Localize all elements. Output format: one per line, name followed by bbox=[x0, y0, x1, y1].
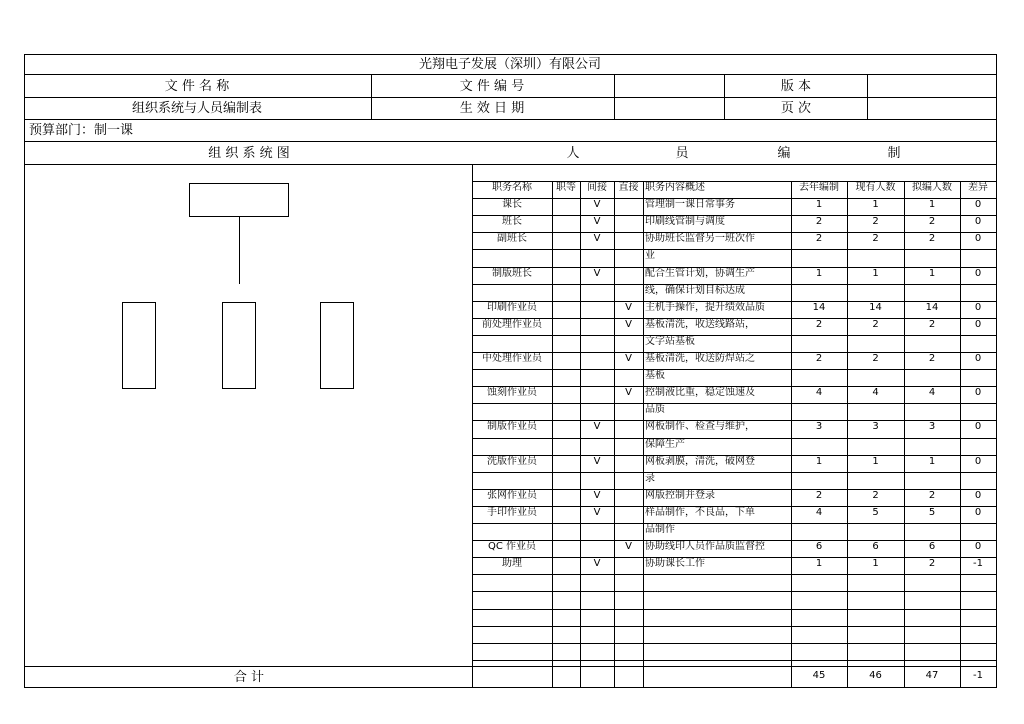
cell-last-year: 1 bbox=[815, 455, 823, 467]
cell-difference: 0 bbox=[974, 301, 982, 313]
row-rule bbox=[472, 403, 996, 404]
staffing-title-char-3: 编 bbox=[777, 146, 791, 161]
column-rule bbox=[580, 181, 581, 687]
cell-proposed: 2 bbox=[928, 558, 936, 570]
doc-name-value: 组织系统与人员编制表 bbox=[131, 101, 263, 116]
company-name: 光翔电子发展（深圳）有限公司 bbox=[418, 57, 602, 72]
row-rule bbox=[472, 438, 996, 439]
column-header: 职等 bbox=[556, 182, 576, 193]
column-rule bbox=[643, 181, 644, 687]
cell-indirect: V bbox=[593, 506, 601, 518]
cell-difference: 0 bbox=[974, 541, 982, 553]
cell-difference: 0 bbox=[974, 267, 982, 279]
cell-last-year: 2 bbox=[815, 233, 823, 245]
cell-proposed: 6 bbox=[928, 541, 936, 553]
cell-title: 课长 bbox=[502, 199, 522, 211]
row-rule bbox=[472, 335, 996, 336]
effective-date-label: 生 效 日 期 bbox=[459, 101, 525, 116]
cell-description: 业 bbox=[645, 250, 655, 262]
column-rule bbox=[847, 181, 848, 687]
cell-indirect: V bbox=[593, 421, 601, 433]
cell-description: 管理制一课日常事务 bbox=[645, 199, 735, 211]
column-header: 现有人数 bbox=[855, 182, 896, 193]
doc-no-label: 文 件 编 号 bbox=[459, 79, 525, 94]
cell-description: 印刷线管制与调度 bbox=[645, 216, 725, 228]
cell-direct: V bbox=[625, 301, 632, 313]
cell-direct: V bbox=[625, 353, 632, 364]
org-box-right bbox=[320, 302, 354, 389]
cell-direct: V bbox=[625, 541, 632, 553]
cell-difference: 0 bbox=[974, 506, 982, 518]
cell-proposed: 3 bbox=[928, 421, 936, 433]
staffing-form bbox=[24, 54, 997, 688]
org-connector bbox=[239, 217, 240, 284]
row-rule bbox=[472, 643, 996, 644]
cell-proposed: 4 bbox=[928, 387, 936, 399]
cell-last-year: 6 bbox=[815, 541, 823, 553]
header-rule-4 bbox=[24, 141, 997, 142]
column-header: 去年编制 bbox=[799, 182, 839, 193]
cell-proposed: 2 bbox=[928, 216, 936, 228]
cell-indirect: V bbox=[593, 489, 601, 501]
header-rule-3 bbox=[24, 119, 997, 120]
header-rule-1 bbox=[24, 74, 997, 75]
header-sep-d bbox=[867, 74, 868, 120]
cell-last-year: 2 bbox=[815, 489, 823, 501]
column-rule bbox=[904, 181, 905, 687]
cell-difference: 0 bbox=[974, 421, 982, 433]
cell-indirect: V bbox=[593, 558, 601, 570]
budget-dept: 预算部门：制一课 bbox=[29, 123, 134, 138]
row-rule bbox=[472, 574, 996, 575]
totals-label: 合 计 bbox=[233, 670, 265, 685]
column-rule bbox=[614, 181, 615, 687]
cell-description: 文字站基板 bbox=[645, 335, 695, 347]
row-rule bbox=[472, 472, 996, 473]
cell-title: 中处理作业员 bbox=[482, 353, 542, 364]
cell-current: 1 bbox=[872, 558, 879, 570]
cell-proposed: 2 bbox=[928, 233, 936, 245]
cell-difference: 0 bbox=[974, 318, 982, 330]
totals-rule bbox=[24, 666, 997, 667]
cell-last-year: 1 bbox=[815, 199, 823, 211]
column-header: 职务名称 bbox=[492, 182, 532, 193]
row-rule bbox=[472, 249, 996, 250]
cell-difference: -1 bbox=[973, 558, 983, 570]
row-rule bbox=[472, 523, 996, 524]
cell-proposed: 14 bbox=[925, 301, 939, 313]
border-top bbox=[24, 54, 997, 55]
cell-direct: V bbox=[625, 387, 632, 399]
cell-proposed: 2 bbox=[928, 489, 936, 501]
border-right bbox=[996, 54, 997, 688]
cell-current: 1 bbox=[872, 267, 879, 279]
row-rule bbox=[472, 591, 996, 592]
cell-current: 5 bbox=[872, 506, 879, 518]
row-rule bbox=[472, 215, 996, 216]
cell-title: 助理 bbox=[502, 558, 522, 570]
cell-indirect: V bbox=[593, 216, 601, 228]
cell-description: 配合生管计划，协调生产 bbox=[645, 267, 755, 279]
cell-current: 2 bbox=[872, 489, 879, 501]
cell-description: 协助线印人员作品质监督控 bbox=[645, 541, 765, 553]
cell-last-year: 2 bbox=[815, 216, 823, 228]
row-rule bbox=[472, 557, 996, 558]
doc-name-label: 文 件 名 称 bbox=[164, 79, 230, 94]
cell-indirect: V bbox=[593, 233, 601, 245]
cell-indirect: V bbox=[593, 199, 601, 211]
cell-current: 6 bbox=[872, 541, 879, 553]
cell-difference: 0 bbox=[974, 216, 982, 228]
version-label: 版 本 bbox=[780, 79, 812, 94]
cell-title: 制版作业员 bbox=[487, 421, 537, 433]
page-label: 页 次 bbox=[780, 101, 812, 116]
cell-title: 手印作业员 bbox=[487, 506, 537, 518]
cell-difference: 0 bbox=[974, 387, 982, 399]
cell-current: 14 bbox=[869, 301, 882, 313]
row-rule bbox=[472, 489, 996, 490]
totals-current: 46 bbox=[869, 670, 882, 681]
staffing-title-char-2: 员 bbox=[675, 146, 689, 161]
cell-description: 线，确保计划目标达成 bbox=[645, 284, 745, 296]
cell-current: 4 bbox=[872, 387, 879, 399]
cell-description: 基板清洗，收送线路站， bbox=[645, 318, 755, 330]
cell-proposed: 2 bbox=[928, 353, 936, 364]
cell-last-year: 2 bbox=[815, 353, 823, 364]
org-box-middle bbox=[222, 302, 256, 389]
cell-current: 3 bbox=[872, 421, 879, 433]
column-header: 拟编人数 bbox=[912, 182, 952, 193]
cell-description: 基板清洗，收送防焊站之 bbox=[645, 353, 755, 364]
column-header: 职务内容概述 bbox=[645, 182, 705, 193]
cell-current: 1 bbox=[872, 199, 879, 211]
cell-indirect: V bbox=[593, 267, 601, 279]
cell-description: 保障生产 bbox=[645, 438, 685, 450]
totals-last-year: 45 bbox=[812, 670, 826, 681]
cell-description: 主机手操作，提升绩效品质 bbox=[645, 301, 765, 313]
cell-proposed: 1 bbox=[928, 267, 936, 279]
org-chart-title: 组 织 系 统 图 bbox=[208, 146, 290, 161]
column-header: 间接 bbox=[587, 182, 607, 193]
column-header: 差异 bbox=[968, 182, 988, 193]
cell-difference: 0 bbox=[974, 455, 982, 467]
cell-description: 网版控制并登录 bbox=[645, 489, 715, 501]
column-rule bbox=[552, 181, 553, 687]
column-rule bbox=[960, 181, 961, 687]
staffing-title-char-1: 人 bbox=[566, 146, 580, 161]
cell-description: 协助课长工作 bbox=[645, 558, 705, 570]
cell-title: 班长 bbox=[502, 216, 522, 228]
cell-proposed: 1 bbox=[928, 455, 936, 467]
cell-proposed: 5 bbox=[928, 506, 936, 518]
cell-current: 2 bbox=[872, 318, 879, 330]
row-rule bbox=[472, 369, 996, 370]
cell-title: 张网作业员 bbox=[487, 489, 537, 501]
cell-description: 网板制作、检查与维护， bbox=[645, 421, 755, 433]
cell-current: 2 bbox=[872, 216, 879, 228]
cell-description: 品质 bbox=[645, 404, 665, 416]
cell-proposed: 2 bbox=[928, 318, 936, 330]
column-rule bbox=[791, 181, 792, 687]
header-rule-2 bbox=[24, 97, 997, 98]
row-rule bbox=[472, 609, 996, 610]
cell-last-year: 3 bbox=[815, 421, 823, 433]
cell-title: 前处理作业员 bbox=[482, 318, 542, 330]
header-sep-a bbox=[371, 74, 372, 120]
cell-difference: 0 bbox=[974, 233, 982, 245]
cell-description: 控制液比重，稳定蚀速及 bbox=[645, 387, 755, 399]
header-sep-b bbox=[614, 74, 615, 120]
cell-difference: 0 bbox=[974, 489, 982, 501]
org-box-left bbox=[122, 302, 156, 389]
cell-last-year: 4 bbox=[815, 387, 823, 399]
totals-proposed: 47 bbox=[925, 670, 939, 681]
cell-direct: V bbox=[625, 318, 632, 330]
border-left bbox=[24, 54, 25, 688]
row-rule bbox=[472, 626, 996, 627]
org-box-top bbox=[189, 183, 289, 217]
cell-title: 印刷作业员 bbox=[487, 301, 537, 313]
cell-description: 品制作 bbox=[645, 524, 675, 535]
cell-last-year: 4 bbox=[815, 506, 823, 518]
cell-description: 协助班长监督另一班次作 bbox=[645, 233, 755, 245]
cell-current: 2 bbox=[872, 233, 879, 245]
cell-title: 蚀刻作业员 bbox=[487, 387, 537, 399]
cell-current: 2 bbox=[872, 353, 879, 364]
cell-title: 洗版作业员 bbox=[487, 455, 537, 467]
cell-proposed: 1 bbox=[928, 199, 936, 211]
column-header: 直接 bbox=[618, 182, 639, 193]
header-rule-5 bbox=[24, 164, 997, 165]
cell-title: 制版班长 bbox=[492, 267, 532, 279]
cell-difference: 0 bbox=[974, 199, 982, 211]
cell-description: 基板 bbox=[645, 370, 665, 382]
cell-description: 录 bbox=[645, 472, 655, 484]
cell-indirect: V bbox=[593, 455, 601, 467]
cell-description: 网板剥膜，清洗，破网登 bbox=[645, 455, 755, 467]
cell-difference: 0 bbox=[974, 353, 982, 364]
cell-last-year: 1 bbox=[815, 558, 823, 570]
cell-last-year: 14 bbox=[812, 301, 826, 313]
row-rule bbox=[472, 660, 996, 661]
staffing-title-char-4: 制 bbox=[887, 146, 901, 161]
cell-description: 样品制作，不良品，下单 bbox=[645, 506, 755, 518]
cell-last-year: 1 bbox=[815, 267, 823, 279]
cell-title: 副班长 bbox=[497, 233, 527, 245]
totals-difference: -1 bbox=[973, 670, 983, 681]
header-sep-c bbox=[724, 74, 725, 120]
border-bottom bbox=[24, 687, 997, 688]
cell-title: QC 作业员 bbox=[487, 541, 537, 553]
cell-current: 1 bbox=[872, 455, 879, 467]
cell-last-year: 2 bbox=[815, 318, 823, 330]
